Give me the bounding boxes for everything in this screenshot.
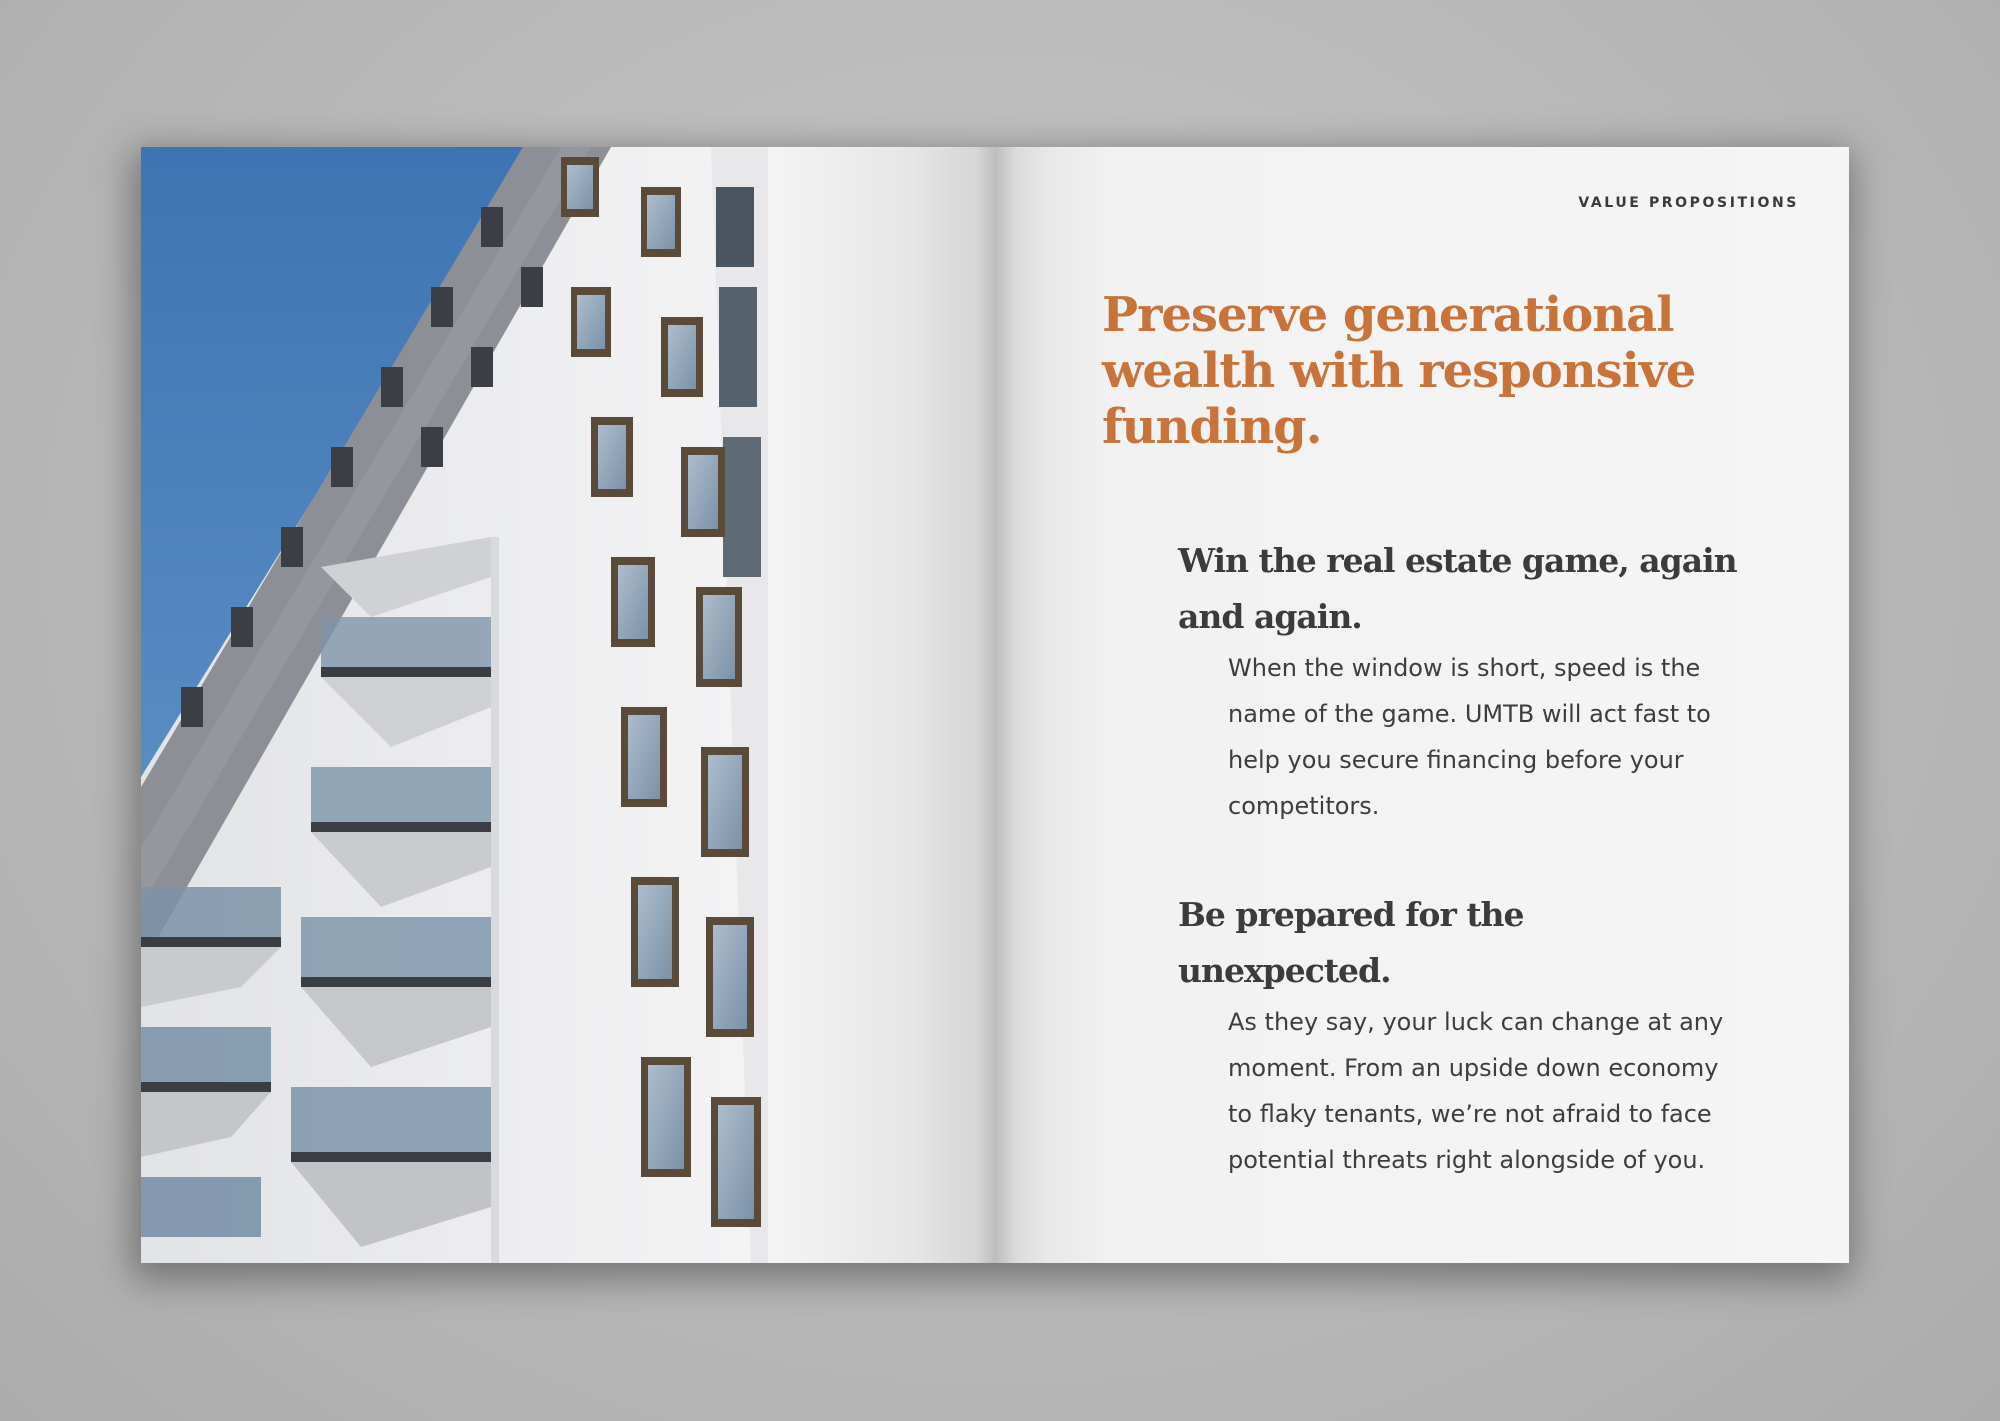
building-photo (141, 147, 768, 1263)
section-heading: Be prepared for the unexpected. (1178, 895, 1524, 990)
page-headline: Preserve generational wealth with responsive funding. (1102, 287, 1696, 455)
right-page (996, 147, 1849, 1263)
value-section-2 (1178, 887, 1738, 1183)
section-heading: Win the real estate game, again and again. (1178, 541, 1737, 636)
section-body: When the window is short, speed is the name of the game. UMTB will act fast to help you secure financing before your competitors. (1228, 654, 1711, 820)
value-section-1 (1178, 533, 1738, 829)
running-head: VALUE PROPOSITIONS (1578, 195, 1799, 211)
spine-gutter (976, 147, 1016, 1263)
section-body: As they say, your luck can change at any moment. From an upside down economy to flaky tenants, we’re not afraid to face potential threats right alongside of you. (1228, 1008, 1724, 1174)
left-page (141, 147, 996, 1263)
